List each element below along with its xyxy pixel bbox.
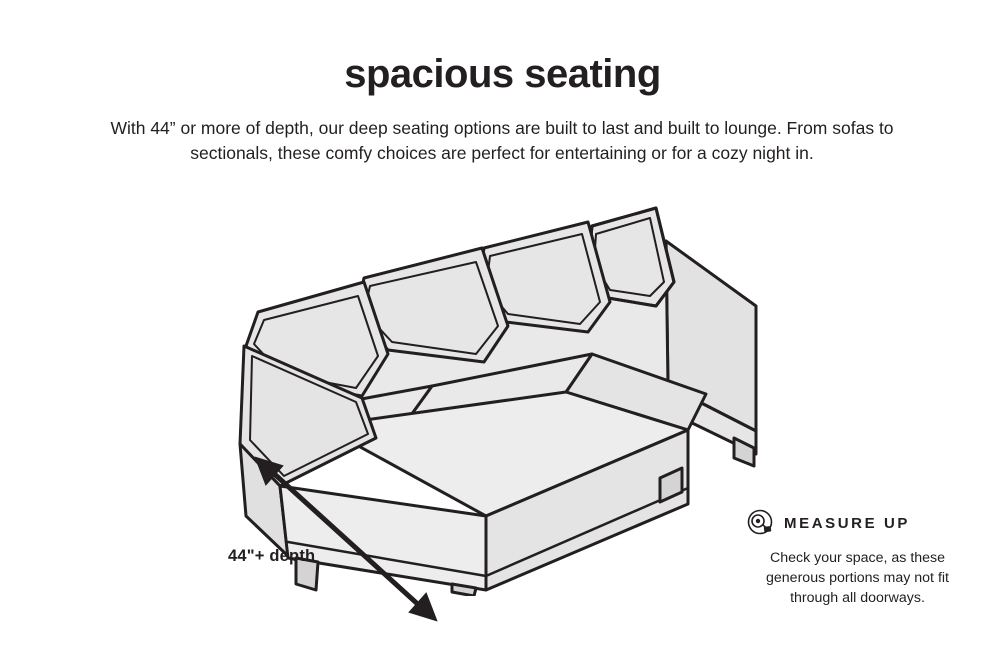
depth-dimension-label: 44"+ depth [228,547,316,565]
measure-up-body: Check your space, as these generous portions may not fit through all doorways. [766,550,949,607]
measuring-tape-icon [745,508,775,538]
measure-up-title: MEASURE UP [784,514,911,532]
page-description: With 44” or more of depth, our deep seating options are built to last and built to lounge. From sofas to sectionals, these comfy choices are perfect for entertaining or for a cozy night in. [110,118,894,164]
measure-up-callout [745,508,980,608]
page-title: spacious seating [344,52,661,96]
depth-dimension-arrow [236,440,466,630]
